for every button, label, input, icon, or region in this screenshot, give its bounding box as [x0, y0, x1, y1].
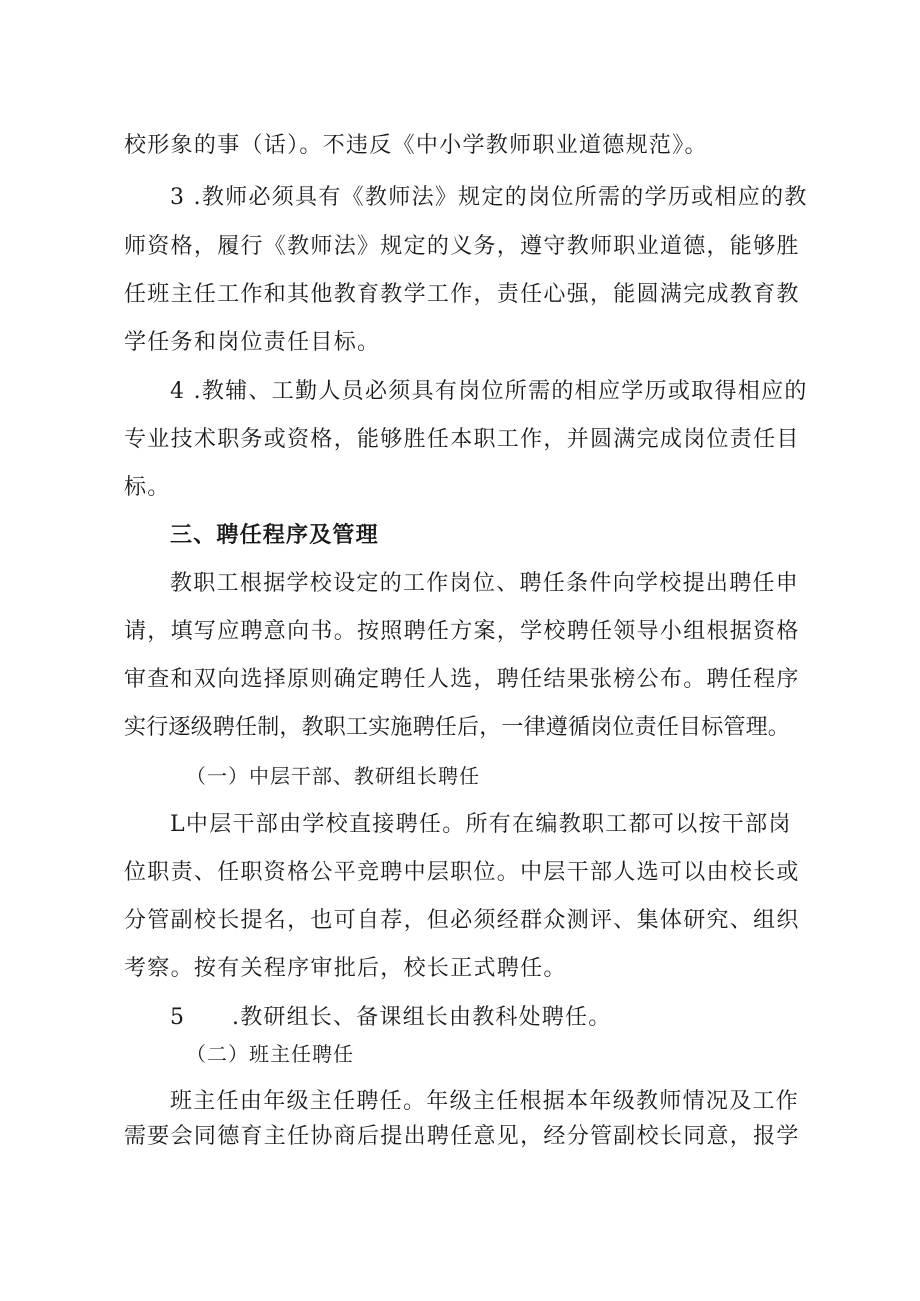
paragraph-line: 审查和双向选择原则确定聘任人选，聘任结果张榜公布。聘任程序 [124, 667, 800, 692]
item-text: .教研组长、备课组长由教科处聘任。 [232, 1005, 612, 1030]
paragraph-line: 分管副校长提名，也可自荐，但必须经群众测评、集体研究、组织 [124, 908, 800, 933]
paragraph-line: 位职责、任职资格公平竞聘中层职位。中层干部人选可以由校长或 [124, 860, 800, 885]
paragraph-line: 班主任由年级主任聘任。年级主任根据本年级教师情况及工作 [170, 1089, 800, 1114]
subheading: （二）班主任聘任 [186, 1042, 354, 1066]
subheading: （一）中层干部、教研组长聘任 [186, 764, 480, 788]
section-heading: 三、聘任程序及管理 [170, 523, 379, 548]
paragraph-line: L中层干部由学校直接聘任。所有在编教职工都可以按干部岗 [170, 812, 792, 837]
paragraph-line: 请，填写应聘意向书。按照聘任方案，学校聘任领导小组根据资格 [124, 619, 800, 644]
paragraph-line: 实行逐级聘任制，教职工实施聘任后，一律遵循岗位责任目标管理。 [124, 715, 791, 740]
paragraph-line: 校形象的事（话）。不违反《中小学教师职业道德规范》。 [124, 133, 708, 158]
paragraph-line: 专业技术职务或资格，能够胜任本职工作，并圆满完成岗位责任目 [124, 427, 800, 452]
paragraph-line: 任班主任工作和其他教育教学工作，责任心强，能圆满完成教育教 [124, 282, 800, 307]
paragraph-line: 学任务和岗位责任目标。 [124, 330, 381, 355]
paragraph-line: 标。 [124, 475, 171, 500]
paragraph-line: 需要会同德育主任协商后提出聘任意见，经分管副校长同意，报学 [124, 1124, 800, 1149]
paragraph-line: 师资格，履行《教师法》规定的义务，遵守教师职业道德，能够胜 [124, 234, 800, 259]
paragraph-line: 3 .教师必须具有《教师法》规定的岗位所需的学历或相应的教 [170, 185, 808, 210]
paragraph-line: 考察。按有关程序审批后，校长正式聘任。 [124, 956, 567, 981]
paragraph-line: 教职工根据学校设定的工作岗位、聘任条件向学校提出聘任申 [170, 571, 800, 596]
paragraph-line: 4 .教辅、工勤人员必须具有岗位所需的相应学历或取得相应的 [170, 379, 808, 404]
item-number: 5 [170, 1005, 184, 1030]
